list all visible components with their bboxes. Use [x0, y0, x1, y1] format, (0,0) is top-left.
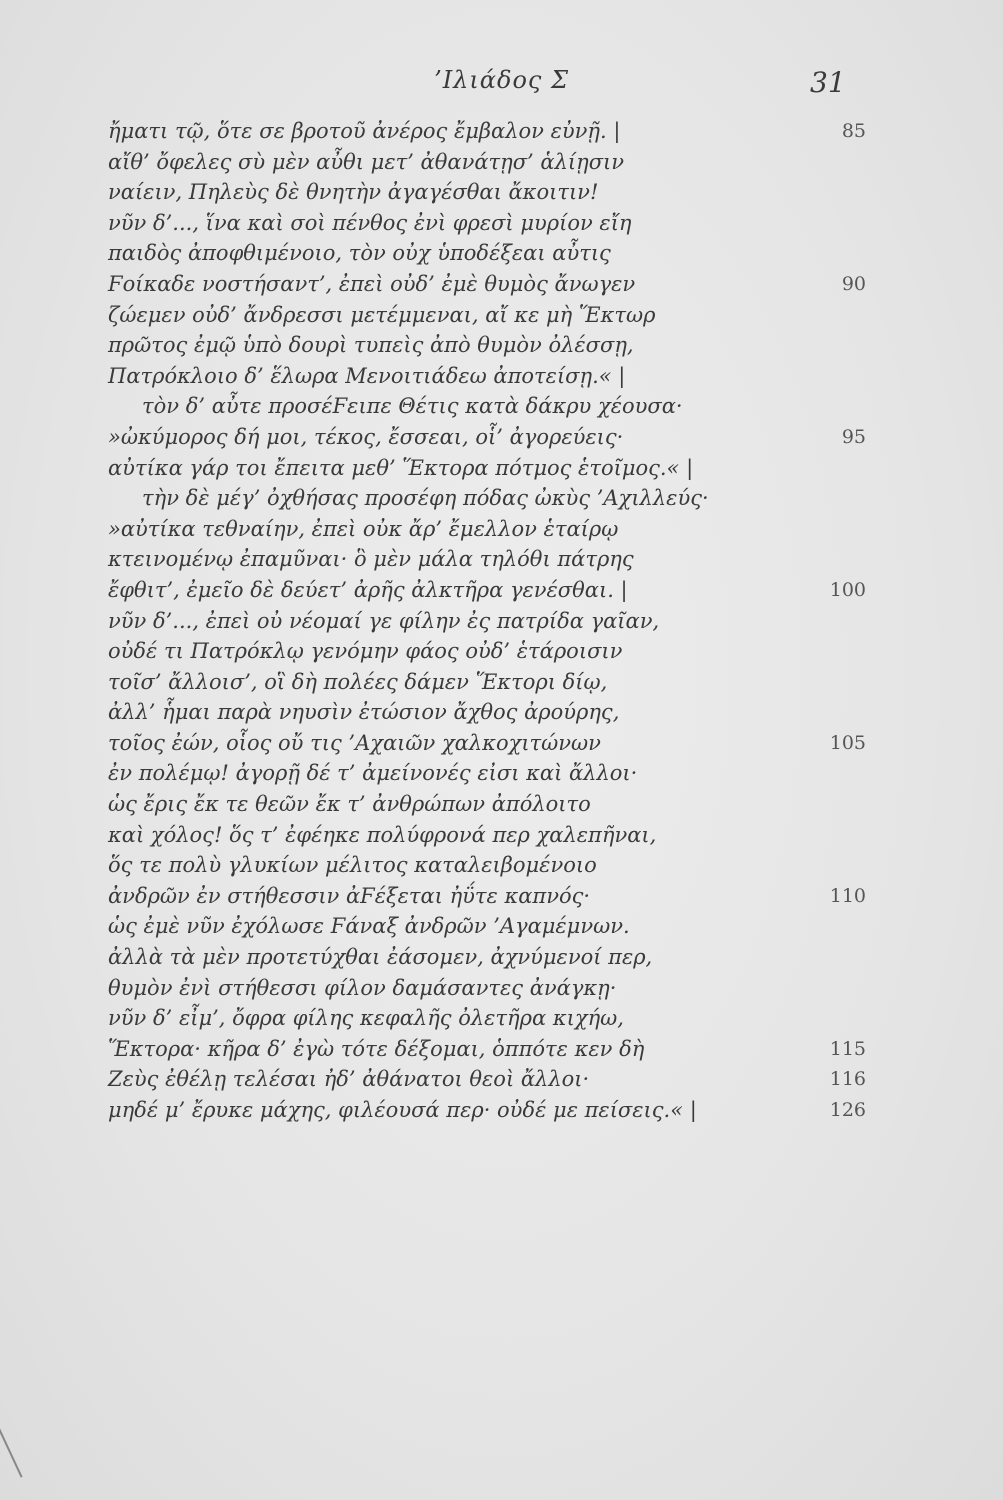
verse-line — [0, 422, 1003, 453]
verse-line — [0, 881, 1003, 912]
verse-line — [0, 361, 1003, 392]
verse-line-text: ὡς ἐμὲ νῦν ἐχόλωσε Ϝάναξ ἀνδρῶν ’Αγαμέμνων. — [108, 914, 630, 939]
verse-line — [0, 483, 1003, 514]
verse-line — [0, 758, 1003, 789]
verse-line-text: ἀνδρῶν ἐν στήθεσσιν ἀϜέξεται ἠΰτε καπνός· — [108, 883, 591, 908]
verse-line-text: νῦν δ’..., ἐπεὶ οὐ νέομαί γε φίλην ἐς πατρίδα γαῖαν, — [108, 608, 660, 633]
verse-line-text: ναίειν, Πηλεὺς δὲ θνητὴν ἀγαγέσθαι ἄκοιτιν! — [108, 180, 599, 205]
line-number: 85 — [841, 120, 866, 142]
verse-line — [0, 238, 1003, 269]
line-number: 100 — [829, 578, 866, 601]
verse-line-text: πρῶτος ἐμῷ ὑπὸ δουρὶ τυπεὶς ἀπὸ θυμὸν ὀλέσσῃ, — [108, 333, 634, 358]
verse-line — [0, 636, 1003, 667]
verse-line-text: Πατρόκλοιο δ’ ἕλωρα Μενοιτιάδεω ἀποτείσῃ.« | — [108, 363, 626, 388]
verse-line — [0, 850, 1003, 881]
verse-line — [0, 973, 1003, 1004]
verse-line — [0, 391, 1003, 422]
verse-line-text: μηδέ μ’ ἔρυκε μάχης, φιλέουσά περ· οὐδέ με πείσεις.« | — [108, 1098, 697, 1122]
verse-line — [0, 269, 1003, 300]
verse-line — [0, 1034, 1003, 1065]
verse-line — [0, 116, 1003, 147]
verse-line — [0, 606, 1003, 637]
verse-line-text: ζώεμεν οὐδ’ ἄνδρεσσι μετέμμεναι, αἴ κε μὴ Ἕκτωρ — [108, 302, 656, 327]
verse-line — [0, 1003, 1003, 1034]
verse-text — [0, 116, 1003, 1126]
verse-line — [0, 575, 1003, 606]
verse-line-text: θυμὸν ἐνὶ στήθεσσι φίλον δαμάσαντες ἀνάγκῃ· — [108, 975, 617, 1000]
verse-line — [0, 789, 1003, 820]
verse-line — [0, 697, 1003, 728]
verse-line — [0, 147, 1003, 178]
verse-line — [0, 911, 1003, 942]
verse-line-text: κτεινομένῳ ἐπαμῦναι· ὃ μὲν μάλα τηλόθι πάτρης — [108, 547, 634, 572]
verse-line-text: παιδὸς ἀποφθιμένοιο, τὸν οὐχ ὑποδέξεαι αὖτις — [108, 241, 611, 266]
verse-line-text: νῦν δ’ εἶμ’, ὄφρα φίλης κεφαλῆς ὀλετῆρα κιχήω, — [108, 1006, 624, 1031]
verse-line-text: ἔφθιτ’, ἐμεῖο δὲ δεύετ’ ἀρῆς ἀλκτῆρα γενέσθαι. | — [108, 577, 628, 602]
verse-line-text: τὴν δὲ μέγ’ ὀχθήσας προσέφη πόδας ὠκὺς ’Αχιλλεύς· — [142, 486, 709, 511]
verse-line — [0, 544, 1003, 575]
verse-line-text: ὡς ἔρις ἔκ τε θεῶν ἔκ τ’ ἀνθρώπων ἀπόλοιτο — [108, 792, 591, 817]
verse-line-text: νῦν δ’..., ἵνα καὶ σοὶ πένθος ἐνὶ φρεσὶ μυρίον εἴη — [108, 210, 632, 235]
verse-line-text: καὶ χόλος! ὅς τ’ ἐφέηκε πολύφρονά περ χαλεπῆναι, — [108, 822, 657, 847]
verse-line-text: »ὠκύμορος δή μοι, τέκος, ἔσσεαι, οἷ’ ἀγορεύεις· — [108, 424, 624, 449]
verse-line-text: ἀλλὰ τὰ μὲν προτετύχθαι ἐάσομεν, ἀχνύμενοί περ, — [108, 945, 653, 970]
verse-line — [0, 208, 1003, 239]
line-number: 126 — [829, 1099, 866, 1121]
verse-line — [0, 728, 1003, 759]
verse-line — [0, 942, 1003, 973]
verse-line-text: ἀλλ’ ἧμαι παρὰ νηυσὶν ἐτώσιον ἄχθος ἀρούρης, — [108, 700, 620, 725]
verse-line-text: οὐδέ τι Πατρόκλῳ γενόμην φάος οὐδ’ ἑτάροισιν — [108, 639, 623, 664]
verse-line — [0, 177, 1003, 208]
verse-line — [0, 820, 1003, 851]
verse-line-text: ἤματι τῷ, ὅτε σε βροτοῦ ἀνέρος ἔμβαλον εὐνῇ. | — [108, 119, 621, 143]
line-number: 90 — [841, 272, 866, 295]
verse-line — [0, 1095, 1003, 1126]
verse-line-text: τοῖος ἐών, οἷος οὔ τις ’Αχαιῶν χαλκοχιτώνων — [108, 730, 601, 755]
verse-line — [0, 330, 1003, 361]
verse-line-text: Ἕκτορα· κῆρα δ’ ἐγὼ τότε δέξομαι, ὁππότε κεν δὴ — [108, 1036, 645, 1061]
verse-line-text: »αὐτίκα τεθναίην, ἐπεὶ οὐκ ἄρ’ ἔμελλον ἑταίρῳ — [108, 516, 619, 541]
verse-line-text: Ϝοίκαδε νοστήσαντ’, ἐπεὶ οὐδ’ ἐμὲ θυμὸς ἄνωγεν — [108, 271, 636, 296]
verse-line — [0, 514, 1003, 545]
verse-line-text: τὸν δ’ αὖτε προσέϜειπε Θέτις κατὰ δάκρυ χέουσα· — [142, 394, 683, 419]
verse-line-text: τοῖσ’ ἄλλοισ’, οἳ δὴ πολέες δάμεν Ἕκτορι δίῳ, — [108, 669, 608, 694]
verse-line-text: ὅς τε πολὺ γλυκίων μέλιτος καταλειβομένοιο — [108, 853, 597, 878]
verse-line-text: αἴθ’ ὄφελες σὺ μὲν αὖθι μετ’ ἀθανάτῃσ’ ἁλίῃσιν — [108, 149, 625, 174]
line-number: 95 — [841, 425, 866, 448]
running-title: ’Ιλιάδος Σ — [434, 66, 569, 94]
verse-line — [0, 667, 1003, 698]
line-number: 110 — [829, 884, 866, 907]
line-number: 116 — [829, 1068, 866, 1091]
verse-line-text: ἐν πολέμῳ! ἀγορῇ δέ τ’ ἀμείνονές εἰσι καὶ ἄλλοι· — [108, 761, 638, 786]
verse-line-text: Ζεὺς ἐθέλῃ τελέσαι ἠδ’ ἀθάνατοι θεοὶ ἄλλοι· — [108, 1067, 590, 1092]
verse-line — [0, 453, 1003, 484]
verse-line-text: αὐτίκα γάρ τοι ἔπειτα μεθ’ Ἕκτορα πότμος ἑτοῖμος.« | — [108, 455, 694, 480]
verse-line — [0, 1064, 1003, 1095]
line-number: 105 — [829, 731, 866, 754]
scan-mark — [0, 1422, 23, 1477]
line-number: 115 — [829, 1037, 866, 1060]
page-number: 31 — [810, 66, 846, 99]
verse-line — [0, 300, 1003, 331]
